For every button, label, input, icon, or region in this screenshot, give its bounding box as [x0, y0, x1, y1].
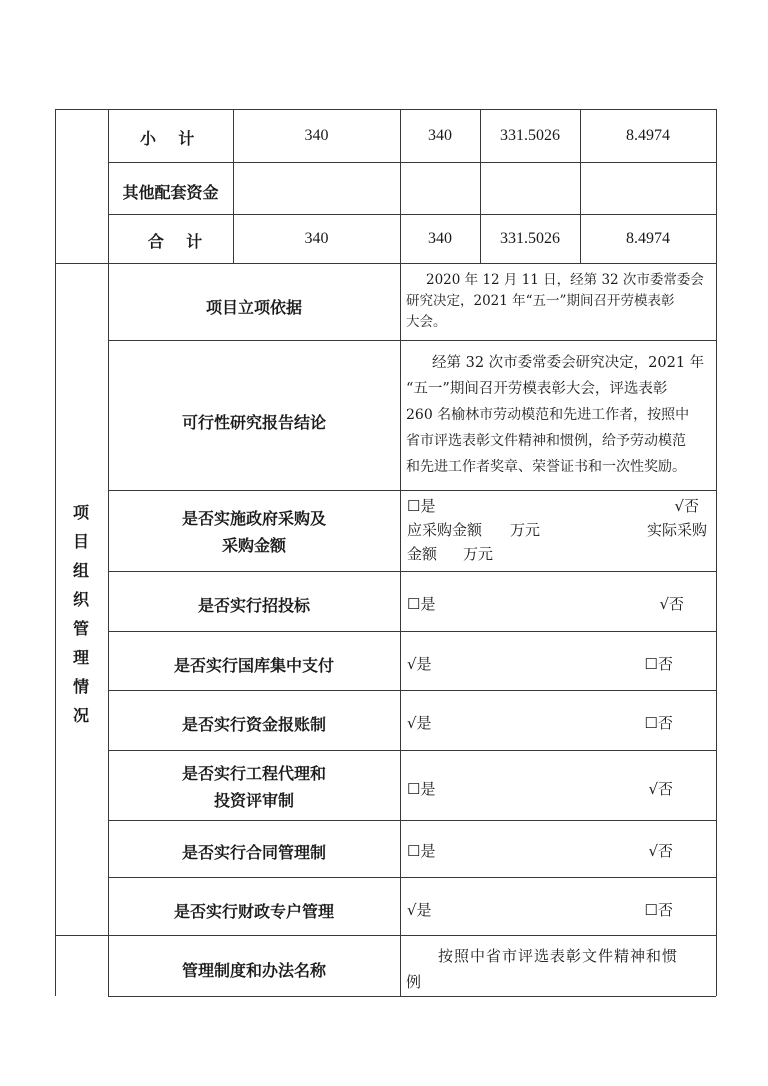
mgmt-line: 按照中省市评选表彰文件精神和惯	[438, 947, 679, 965]
table-line	[108, 490, 716, 491]
engineering-label	[108, 760, 400, 814]
treasury-no-checkbox: ☐否	[644, 655, 673, 673]
table-line	[108, 690, 716, 691]
reimburse-no-checkbox: ☐否	[644, 714, 673, 732]
feasibility-line: 和先进工作者奖章、荣誉证书和一次性奖励。	[406, 459, 686, 475]
reimburse-options	[407, 712, 673, 733]
engineering-yes-checkbox: ☐是	[407, 780, 436, 798]
procurement-label-line: 采购金额	[221, 536, 286, 555]
mgmt-text	[406, 943, 712, 995]
table-line	[108, 214, 716, 215]
table-line	[108, 750, 716, 751]
subtotal-label-text: 小 计	[140, 129, 195, 148]
mgmt-line: 例	[406, 973, 422, 991]
basis-line: 2020 年 12 月 11 日，经第 32 次市委常委会	[426, 272, 704, 288]
basis-text	[406, 270, 712, 333]
account-yes-checkbox: √是	[407, 901, 432, 919]
section-char: 理	[72, 648, 89, 667]
other-funds-label: 其他配套资金	[122, 183, 219, 202]
table-line	[108, 820, 716, 821]
procurement-yes-checkbox: ☐是	[407, 497, 436, 515]
tender-yes-checkbox: ☐是	[407, 595, 436, 613]
table-line	[108, 162, 716, 163]
basis-line: 研究决定，2021 年“五一”期间召开劳模表彰	[406, 293, 675, 309]
procurement-label	[108, 505, 400, 559]
table-line	[108, 996, 716, 997]
section-char: 织	[72, 590, 89, 609]
procurement-options	[407, 494, 707, 566]
feasibility-text	[406, 350, 712, 480]
contract-options	[407, 840, 673, 861]
total-label	[140, 229, 210, 252]
total-spent: 331.5026	[500, 230, 560, 247]
engineering-no-checkbox: √否	[648, 780, 673, 798]
table-line	[108, 631, 716, 632]
subtotal-budget: 340	[304, 127, 329, 144]
contract-yes-checkbox: ☐是	[407, 842, 436, 860]
feasibility-line: 经第 32 次市委常委会研究决定，2021 年	[432, 355, 705, 371]
total-approved: 340	[428, 230, 452, 247]
tender-no-checkbox: √否	[659, 595, 684, 613]
engineering-options	[407, 778, 673, 799]
table-line	[55, 109, 716, 110]
table-line	[55, 109, 56, 996]
reimburse-label: 是否实行资金报账制	[181, 715, 326, 734]
section-char: 情	[72, 677, 89, 696]
feasibility-line: 省市评选表彰文件精神和惯例，给予劳动模范	[406, 433, 686, 449]
treasury-label: 是否实行国库集中支付	[173, 656, 334, 675]
treasury-options	[407, 653, 673, 674]
reimburse-yes-checkbox: √是	[407, 714, 432, 732]
account-label: 是否实行财政专户管理	[173, 902, 334, 921]
tender-options	[407, 593, 684, 614]
procurement-actual-label: 实际采购	[646, 521, 707, 539]
feasibility-line: 260 名榆林市劳动模范和先进工作者，按照中	[406, 407, 690, 423]
subtotal-spent: 331.5026	[500, 127, 560, 144]
total-label-text: 合 计	[147, 232, 203, 251]
tender-label: 是否实行招投标	[197, 596, 310, 615]
section-char: 项	[72, 503, 89, 522]
basis-label: 项目立项依据	[205, 298, 302, 317]
section-char: 况	[72, 706, 89, 725]
contract-no-checkbox: √否	[648, 842, 673, 860]
procurement-no-checkbox: √否	[674, 497, 699, 515]
subtotal-label	[140, 126, 210, 149]
engineering-label-line: 投资评审制	[213, 791, 294, 810]
procurement-amount-label: 应采购金额	[407, 521, 483, 539]
treasury-yes-checkbox: √是	[407, 655, 432, 673]
table-line	[55, 935, 716, 936]
account-no-checkbox: ☐否	[644, 901, 673, 919]
account-options	[407, 899, 673, 920]
subtotal-approved: 340	[428, 127, 452, 144]
procurement-amount-label: 金额	[407, 545, 438, 563]
mgmt-label: 管理制度和办法名称	[181, 961, 326, 980]
contract-label: 是否实行合同管理制	[181, 843, 326, 862]
procurement-unit: 万元	[463, 545, 494, 563]
section-char: 管	[72, 619, 89, 638]
section-label	[71, 498, 91, 730]
feasibility-line: “五一”期间召开劳模表彰大会，评选表彰	[406, 381, 668, 397]
basis-line: 大会。	[406, 314, 447, 330]
engineering-label-line: 是否实行工程代理和	[181, 764, 326, 783]
table-line	[108, 340, 716, 341]
section-char: 组	[72, 561, 89, 580]
table-line	[108, 571, 716, 572]
procurement-unit: 万元	[510, 521, 541, 539]
table-line	[108, 877, 716, 878]
table-line	[55, 263, 716, 264]
total-balance: 8.4974	[626, 230, 670, 247]
section-char: 目	[72, 532, 89, 551]
total-budget: 340	[304, 230, 329, 247]
subtotal-balance: 8.4974	[626, 127, 670, 144]
feasibility-label: 可行性研究报告结论	[181, 413, 326, 432]
procurement-label-line: 是否实施政府采购及	[181, 509, 326, 528]
table-line	[716, 109, 717, 996]
